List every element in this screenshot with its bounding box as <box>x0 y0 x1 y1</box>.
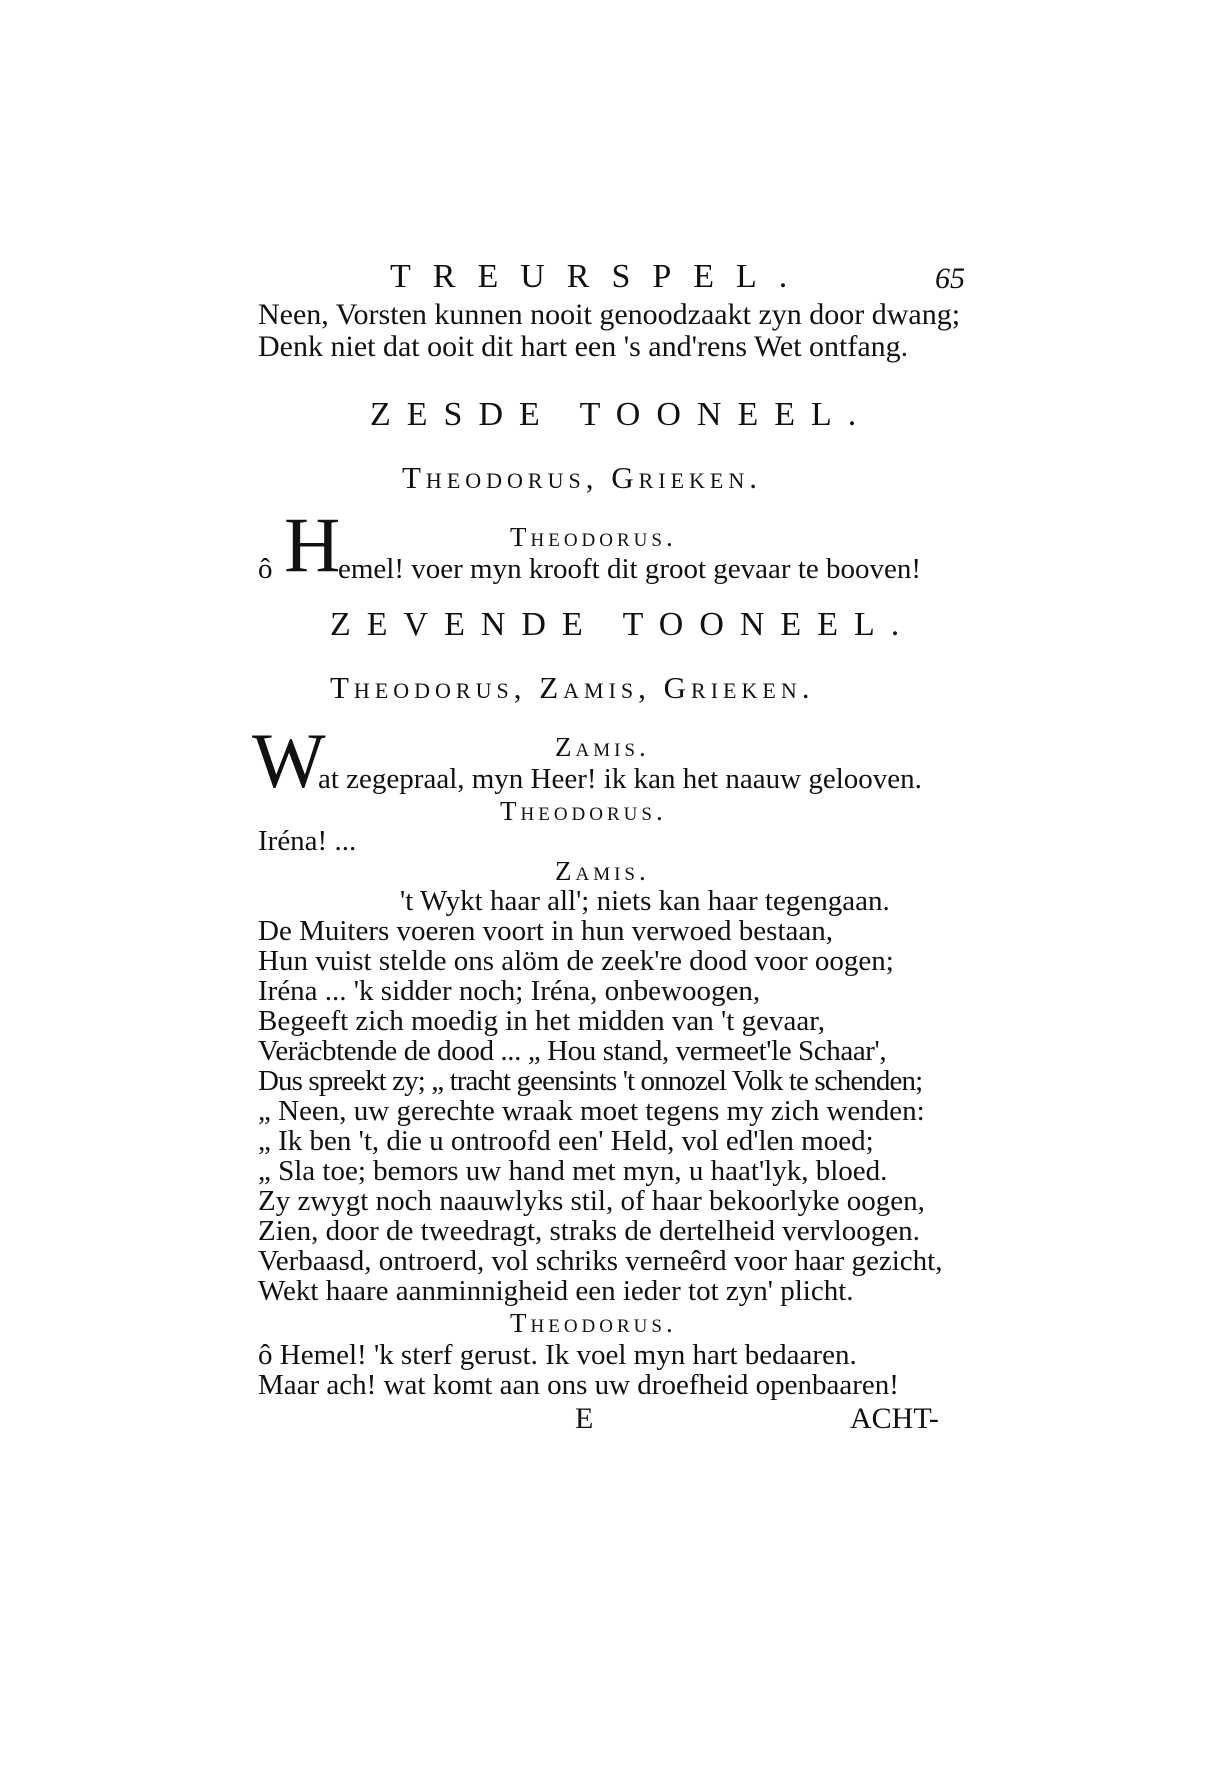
verse-line: Zy zwygt noch naauwlyks stil, of haar bekoorlyke oogen, <box>258 1185 925 1217</box>
catchword: ACHT- <box>850 1402 939 1435</box>
verse-line: Hun vuist stelde ons alöm de zeek're dood voor oogen; <box>258 945 894 977</box>
scene-6-line: emel! voer myn krooft dit groot gevaar te booven! <box>338 553 922 585</box>
signature-mark: E <box>575 1402 594 1435</box>
scene-7-cast: Theodorus, Zamis, Grieken. <box>330 670 815 705</box>
scene-7-opening-line: at zegepraal, myn Heer! ik kan het naauw gelooven. <box>318 763 922 795</box>
scene-6-cast: Theodorus, Grieken. <box>402 460 763 495</box>
verse-line: Iréna ... 'k sidder noch; Iréna, onbewoogen, <box>258 975 761 1007</box>
verse-line: Verbaasd, ontroerd, vol schriks verneêrd voor haar gezicht, <box>258 1245 943 1277</box>
scene-6-dropcap: H <box>284 501 341 588</box>
verse-line: Wekt haare aanminnigheid een ieder tot zyn' plicht. <box>258 1275 854 1307</box>
running-title: TREURSPEL. <box>390 258 810 295</box>
scene-7-dropcap: W <box>252 717 326 804</box>
verse-line: 't Wykt haar all'; niets kan haar tegengaan. <box>400 885 890 917</box>
verse-line: ô Hemel! 'k sterf gerust. Ik voel myn hart bedaaren. <box>258 1339 857 1371</box>
verse-line: Veräcbtende de dood ... „ Hou stand, vermeet'le Schaar', <box>258 1035 887 1067</box>
verse-line-2: Denk niet dat ooit dit hart een 's and'rens Wet ontfang. <box>258 330 909 363</box>
scene-7-speaker-theodorus-1: Theodorus. <box>500 796 667 826</box>
verse-line: Dus spreekt zy; „ tracht geensints 't onnozel Volk te schenden; <box>258 1065 923 1097</box>
verse-line: De Muiters voeren voort in hun verwoed bestaan, <box>258 915 834 947</box>
page-number: 65 <box>935 262 965 295</box>
verse-line: Begeeft zich moedig in het midden van 't gevaar, <box>258 1005 825 1037</box>
scene-7-speaker-zamis-2: Zamis. <box>555 856 650 886</box>
verse-line: Maar ach! wat komt aan ons uw droefheid openbaaren! <box>258 1369 899 1401</box>
verse-line-1: Neen, Vorsten kunnen nooit genoodzaakt zyn door dwang; <box>258 298 961 331</box>
scene-7-speaker-zamis-1: Zamis. <box>555 732 650 762</box>
scene-6-speaker: Theodorus. <box>510 522 677 552</box>
verse-line: „ Sla toe; bemors uw hand met myn, u haat'lyk, bloed. <box>258 1155 888 1187</box>
scene-7-irena-line: Iréna! ... <box>258 825 357 857</box>
verse-line: „ Neen, uw gerechte wraak moet tegens my zich wenden: <box>258 1095 925 1127</box>
scene-6-title: ZESDE TOONEEL. <box>370 396 873 433</box>
verse-line: Zien, door de tweedragt, straks de dertelheid vervloogen. <box>258 1215 920 1247</box>
verse-line: „ Ik ben 't, die u ontroofd een' Held, vol ed'len moed; <box>258 1125 874 1157</box>
scene-7-speaker-theodorus-2: Theodorus. <box>510 1308 677 1338</box>
scene-7-title: ZEVENDE TOONEEL. <box>330 606 916 643</box>
scene-6-prefix: ô <box>258 553 273 585</box>
